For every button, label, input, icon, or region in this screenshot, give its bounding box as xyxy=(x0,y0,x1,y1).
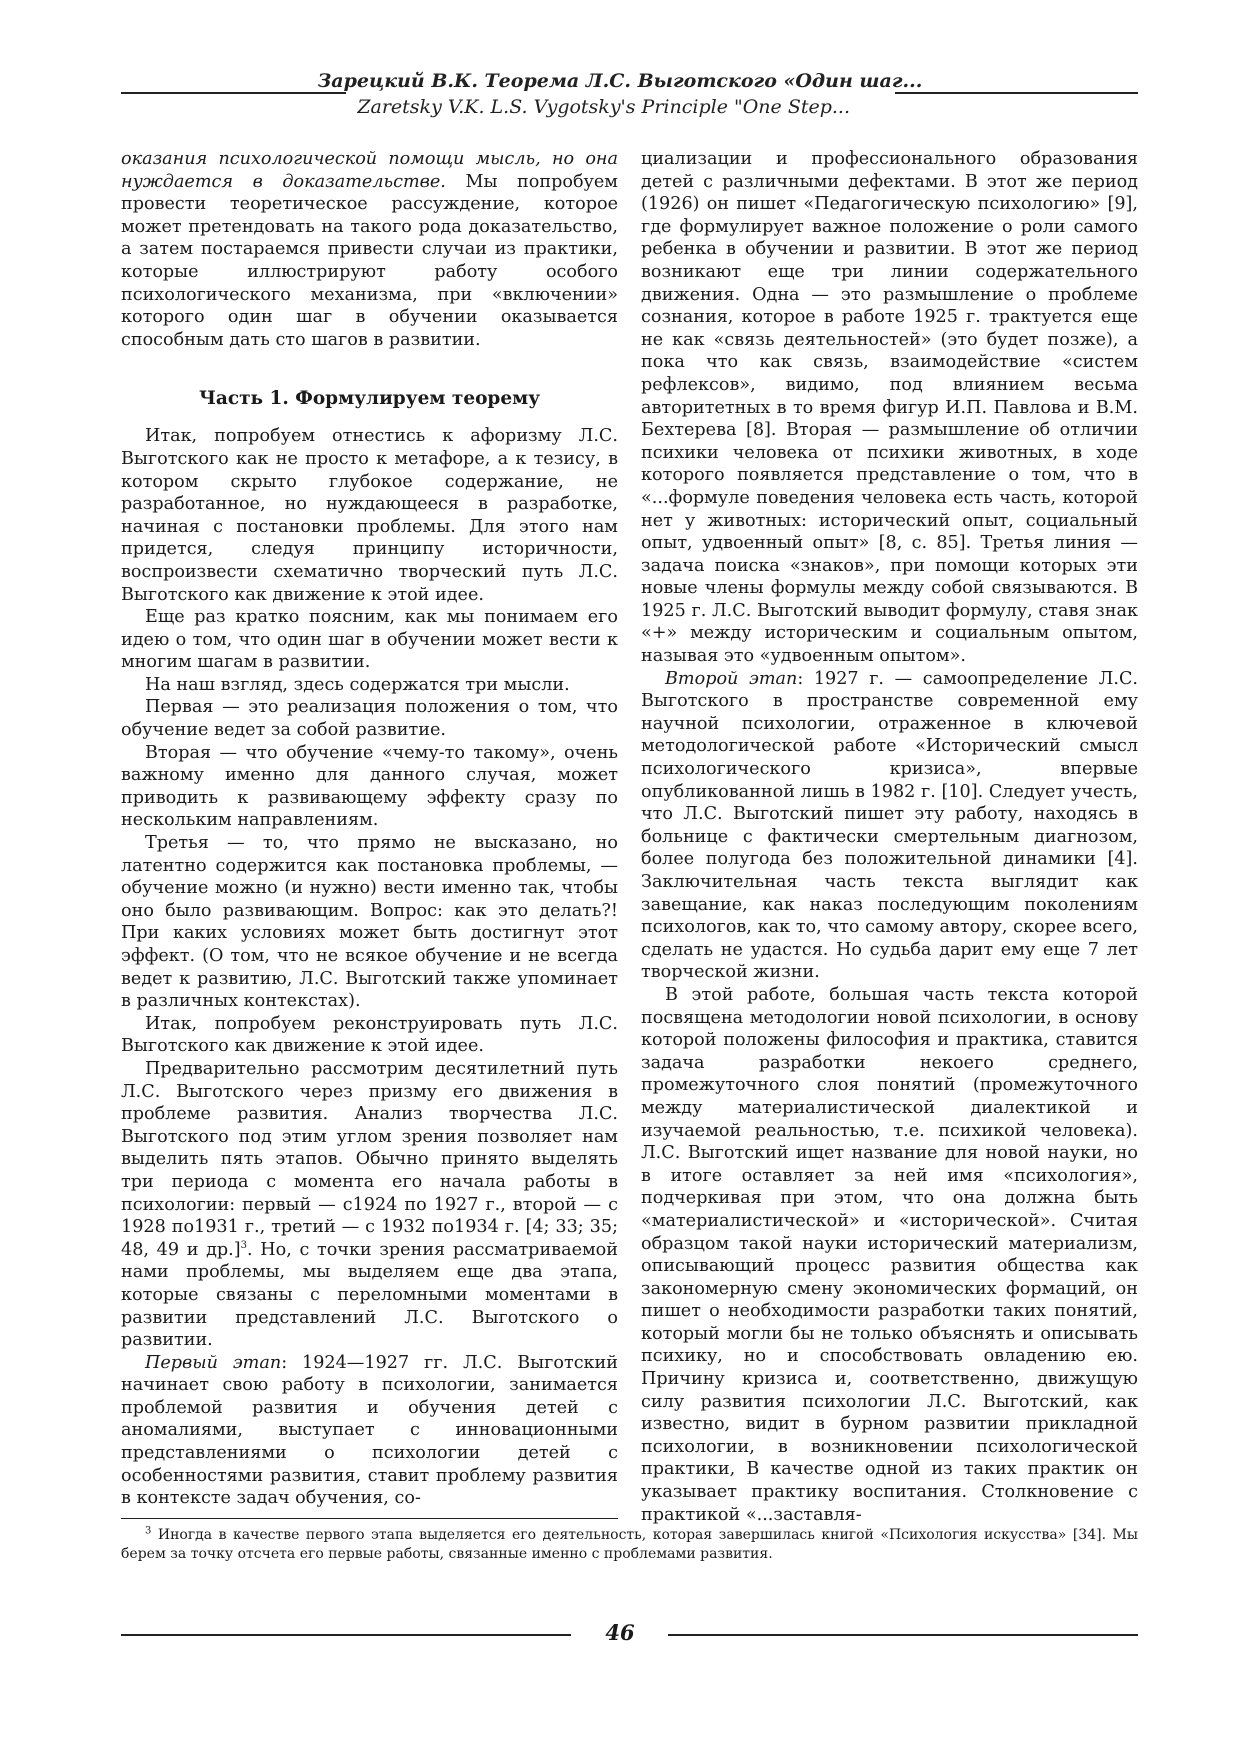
page-number: 46 xyxy=(605,1620,635,1645)
paragraph xyxy=(121,1058,618,1352)
right-column xyxy=(641,148,1138,1526)
paragraph: Вторая — что обучение «чему-то такому», очень важному именно для данного случая, может приводить к развивающему эффекту сразу по нескольким направлениям. xyxy=(121,742,618,831)
intro-rest: Мы попробуем провести теоретическое рассуждение, которое может претендовать на такого рода доказательство, а затем постараемся привести случаи из практики, которые иллюстрируют работу особого психологического механизма, при «включении» которого один шаг в обучении оказывается способным дать сто шагов в развитии. xyxy=(121,171,618,350)
paragraph: Итак, попробуем отнестись к афоризму Л.С. Выготского как не просто к метафоре, а к тезису, в котором скрыто глубокое содержание, не разработанное, но нуждающееся в разработке, начиная с постановки проблемы. Для этого нам придется, следуя принципу историчности, воспроизвести схематично творческий путь Л.С. Выготского как движение к этой идее. xyxy=(121,426,618,605)
p2-text: : 1927 г. — самоопределение Л.С. Выготского в пространстве современной ему научной психологии, отраженное в ключевой методологической работе «Исторический смысл психологического кризиса», впервые опубликованной лишь в 1982 г. [10]. Следует учесть, что Л.С. Выготский пишет эту работу, находясь в больнице с фактически смертельным диагнозом, более полугода без положительной динамики [4]. Заключительная часть текста выглядит как завещание, как наказ последующим поколениям психологов, как то, что самому автору, скорее всего, сделать не удастся. Но судьба дарит ему еще 7 лет творческой жизни. xyxy=(641,668,1138,983)
p9-text: : 1924—1927 гг. Л.С. Выготский начинает свою работу в психологии, занимается проблемой развития и обучения детей с аномалиями, выступает с инновационными представлениями о психологии детей с особенностями развития, ставит проблему развития в контексте задач обучения, со- xyxy=(121,1352,618,1509)
paragraph: В этой работе, большая часть текста которой посвящена методологии новой психологии, в основу которой положены философия и практика, ставится задача разработки некоего среднего, промежуточного слоя понятий (промежуточного между материалистической диалектикой и изучаемой реальностью, т.е. психикой человека). Л.С. Выготский ищет название для новой науки, но в итоге оставляет за ней имя «психология», подчеркивая при этом, что она должна быть «материалистической» и «исторической». Считая образцом такой науки исторический материализм, описывающий процесс развития общества как закономерную смену экономических формаций, он пишет о необходимости разработки таких понятий, который могли бы не только объяснять и описывать психику, но и способствовать овладению ею. Причину кризиса и, соответственно, движущую силу развития психологии Л.С. Выготский, как известно, видит в бурном развитии прикладной психологии, в возникновении психологической практики, В качестве одной из таких практик он указывает практику воспитания. Столкновение с практикой «...заставля- xyxy=(641,984,1138,1525)
p8-text-a: Предварительно рассмотрим десятилетний путь Л.С. Выготского через призму его движения в проблеме развития. Анализ творчества Л.С. Выготского под этим углом зрения позволяет нам выделить пять этапов. Обычно принято выделять три периода с момента его начала работы в психологии: первый — с1924 по 1927 г., второй — с 1928 по1931 г., третий — с 1932 по1934 г. [4; 33; 35; 48, 49 и др.] xyxy=(121,1058,618,1260)
p8-text-b: . Но, с точки зрения рассматриваемой нами проблемы, мы выделяем еще два этапа, которые связаны с переломными моментами в развитии представлений Л.С. Выготского о развитии. xyxy=(121,1239,618,1351)
footnote-ref[interactable]: 3 xyxy=(240,1239,248,1251)
second-stage-label: Второй этап xyxy=(665,668,798,689)
header-rule-right xyxy=(895,92,1138,94)
paragraph: Итак, попробуем реконструировать путь Л.С. Выготского как движение к этой идее. xyxy=(121,1013,618,1057)
paragraph: циализации и профессионального образования детей с различными дефектами. В этот же период (1926) он пишет «Педагогическую психологию» [9], где формулирует важное положение о роли самого ребенка в обучении и развитии. В этот же период возникают еще три линии содержательного движения. Одна — это размышление о проблеме сознания, которое в работе 1925 г. трактуется еще не как «связь деятельностей» (это будет позже), а пока что как связь, взаимодействие «систем рефлексов», видимо, под влиянием весьма авторитетных в то время фигур И.П. Павлова и В.М. Бехтерева [8]. Вторая — размышление об отличии психики человека от психики животных, в ходе которого появляется представление о том, что в «...формуле поведения человека есть часть, которой нет у животных: исторический опыт, социальный опыт, удвоенный опыт» [8, с. 85]. Третья линия — задача поиска «знаков», при помощи которых эти новые члены формулы между собой связываются. В 1925 г. Л.С. Выготский выводит формулу, ставя знак «+» между историческим и социальным опытом, называя это «удвоенным опытом». xyxy=(641,149,1138,667)
footnote-text: Иногда в качестве первого этапа выделяется его деятельность, которая завершилась книгой «Психология искусства» [34]. Мы берем за точку отсчета его первые работы, связанные именно с проблемами развития. xyxy=(121,1527,1138,1562)
left-column xyxy=(121,148,618,1510)
header-rule-left xyxy=(121,92,346,94)
running-header-ru: Зарецкий В.К. Теорема Л.С. Выготского «Один шаг... xyxy=(317,70,923,92)
paragraph xyxy=(641,668,1138,984)
paragraph: Еще раз кратко поясним, как мы понимаем его идею о том, что один шаг в обучении может вести к многим шагам в развитии. xyxy=(121,607,618,673)
first-stage-label: Первый этап xyxy=(145,1352,282,1373)
footnote-number: 3 xyxy=(145,1525,152,1537)
running-header-en: Zaretsky V.K. L.S. Vygotsky's Principle "One Step... xyxy=(357,96,850,118)
paragraph: Третья — то, что прямо не высказано, но латентно содержится как постановка проблемы, — обучение можно (и нужно) вести именно так, чтобы оно было развивающим. Вопрос: как это делать?! При каких условиях может быть достигнут этот эффект. (О том, что не всякое обучение и не всегда ведет к развитию, Л.С. Выготский также упоминает в различных контекстах). xyxy=(121,833,618,1012)
intro-italic: оказания психологической помощи мысль, но она нуждается в доказательстве. xyxy=(121,149,618,192)
footer-rule-right xyxy=(668,1634,1138,1636)
footer-rule-left xyxy=(121,1634,571,1636)
paragraph xyxy=(121,1352,618,1510)
footnote xyxy=(121,1526,1138,1564)
footnote-rule xyxy=(121,1518,618,1519)
paragraph: На наш взгляд, здесь содержатся три мысли. xyxy=(145,674,570,695)
section-heading: Часть 1. Формулируем теорему xyxy=(198,388,541,410)
intro-paragraph xyxy=(121,148,618,351)
paragraph: Первая — это реализация положения о том, что обучение ведет за собой развитие. xyxy=(121,697,618,741)
